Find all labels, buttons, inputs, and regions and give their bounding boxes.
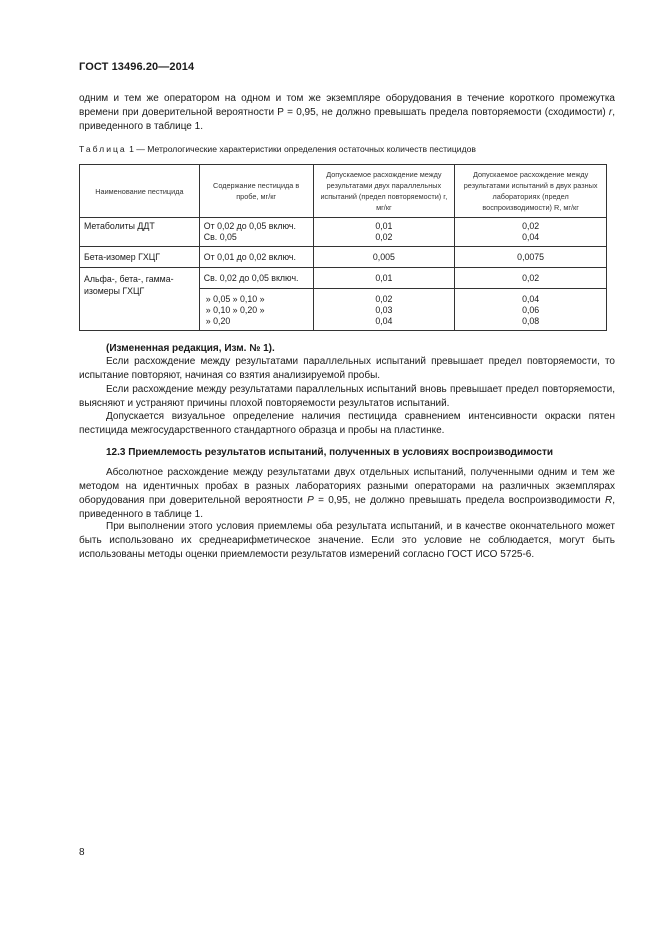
paragraph-visual: Допускается визуальное определение наличия пестицида сравнением интенсивности окраски пятен пестицида межгосударственного стандартного образца и пробы на пластинке. xyxy=(79,411,615,436)
cell-R: 0,02 0,04 xyxy=(455,218,607,247)
table-caption-label: Таблица xyxy=(79,144,127,154)
cell-name: Бета-изомер ГХЦГ xyxy=(80,247,200,268)
document-header: ГОСТ 13496.20—2014 xyxy=(79,61,195,73)
edition-note: (Измененная редакция, Изм. № 1). xyxy=(106,343,275,354)
table-header-row xyxy=(80,165,607,218)
cell-R: 0,02 xyxy=(455,268,607,289)
metrology-table xyxy=(79,164,607,331)
header-content: Содержание пестицида в пробе, мг/кг xyxy=(199,165,313,218)
paragraph-repeat: Если расхождение между результатами параллельных испытаний превышает предел повторяемости, то испытание повторяют, начиная со взятия анализируемой пробы. xyxy=(79,356,615,381)
header-pesticide: Наименование пестицида xyxy=(80,165,200,218)
table-row xyxy=(80,268,607,289)
symbol-P: Р xyxy=(307,495,314,506)
cell-r: 0,005 xyxy=(313,247,455,268)
page-number: 8 xyxy=(79,847,85,858)
symbol-R: R xyxy=(604,495,613,506)
header-repeatability: Допускаемое расхождение между результатами двух параллельных испытаний (предел повторяемости) r, мг/кг xyxy=(313,165,455,218)
paragraph-conclusion: При выполнении этого условия приемлемы оба результата испытаний, и в качестве окончательного может быть использовано их среднеарифметическое значение. Если это условие не соблюдается, могут быть использованы методы оценки приемлемости результатов измерений согласно ГОСТ ИСО 5725-6. xyxy=(79,521,615,560)
cell-content: Св. 0,02 до 0,05 включ. xyxy=(199,268,313,289)
cell-r: 0,02 0,03 0,04 xyxy=(313,289,455,331)
paragraph-repeat-again: Если расхождение между результатами параллельных испытаний вновь превышает предел повторяемости, выясняют и устраняют причины плохой повторяемости результатов испытаний. xyxy=(79,384,615,409)
intro-text: одним и тем же оператором на одном и том же экземпляре оборудования в течение короткого промежутка времени при доверительной вероятности Р = 0,95, не должно превышать предела повторяемости (сходимости) xyxy=(79,93,615,118)
paragraph-reproducibility: Абсолютное расхождение между результатами двух отдельных испытаний, полученными одним и тем же методом на идентичных пробах в разных лабораториях разными операторами на различных экземплярах оборудования при доверительной вероятности Р = 0,95, не должно превышать предела воспроизводимости R, приведенного в таблице 1. xyxy=(79,467,615,520)
intro-paragraph xyxy=(79,92,615,134)
cell-R: 0,0075 xyxy=(455,247,607,268)
intro-text-end: , приведенного в таблице 1. xyxy=(79,107,615,132)
table-caption-text: 1 — Метрологические характеристики определения остаточных количеств пестицидов xyxy=(126,144,476,154)
symbol-r: r xyxy=(608,107,613,118)
cell-content: От 0,01 до 0,02 включ. xyxy=(199,247,313,268)
section-title: 12.3 Приемлемость результатов испытаний, полученных в условиях воспроизводимости xyxy=(106,447,554,458)
table-caption xyxy=(79,144,476,154)
cell-R: 0,04 0,06 0,08 xyxy=(455,289,607,331)
cell-name: Метаболиты ДДТ xyxy=(80,218,200,247)
header-reproducibility: Допускаемое расхождение между результатами испытаний в двух разных лабораториях (предел воспроизводимости) R, мг/кг xyxy=(455,165,607,218)
cell-r: 0,01 0,02 xyxy=(313,218,455,247)
cell-content: От 0,02 до 0,05 включ. Св. 0,05 xyxy=(199,218,313,247)
cell-r: 0,01 xyxy=(313,268,455,289)
cell-name: Альфа-, бета-, гамма-изомеры ГХЦГ xyxy=(80,268,200,331)
cell-content: » 0,05 » 0,10 » » 0,10 » 0,20 » » 0,20 xyxy=(199,289,313,331)
table-row xyxy=(80,247,607,268)
table-row xyxy=(80,218,607,247)
